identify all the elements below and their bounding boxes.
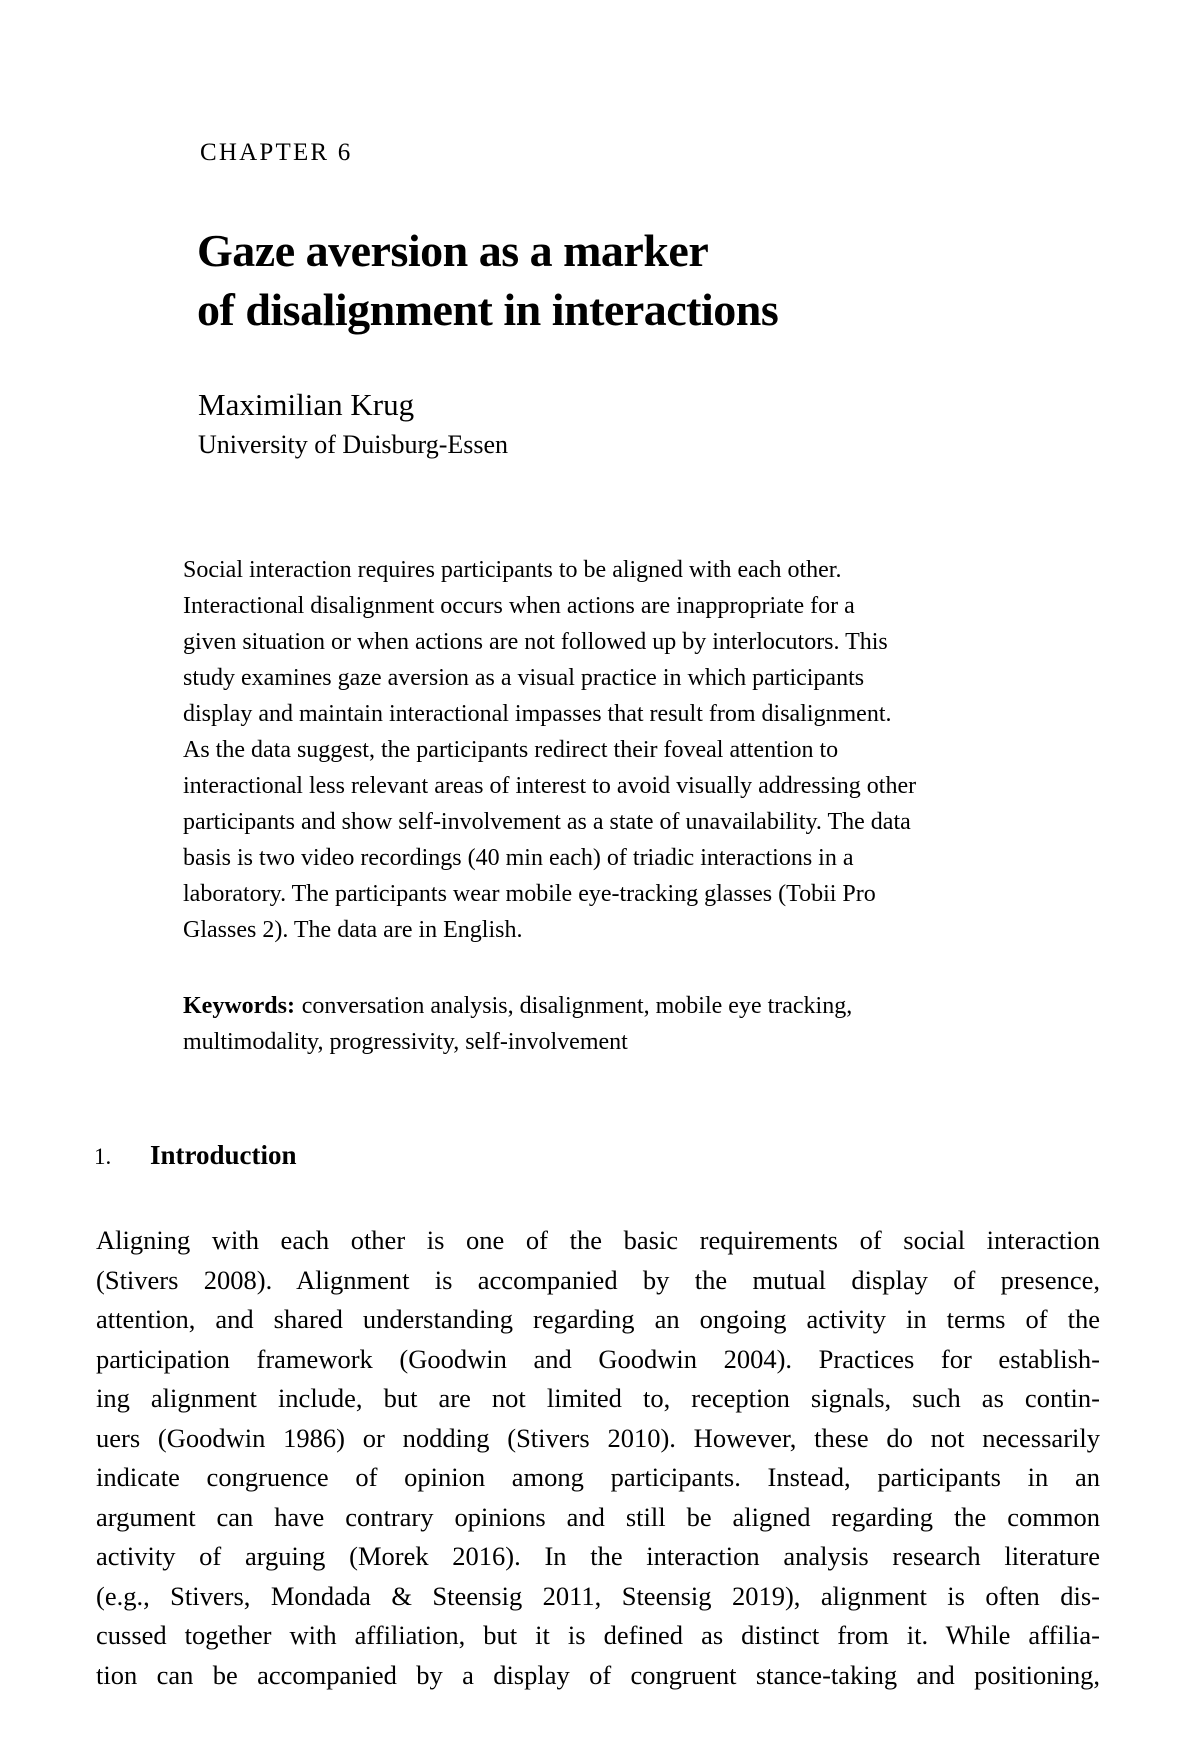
keywords-line-2: multimodality, progressivity, self-involvement [183,1029,628,1055]
paragraph-line: ing alignment include, but are not limited to, reception signals, such as contin- [96,1383,1100,1413]
abstract-line: basis is two video recordings (40 min each) of triadic interactions in a [183,845,854,871]
abstract-line: As the data suggest, the participants redirect their foveal attention to [183,737,839,763]
abstract-line: display and maintain interactional impasses that result from disalignment. [183,701,892,727]
abstract-line: Interactional disalignment occurs when actions are inappropriate for a [183,593,855,619]
paragraph-line: participation framework (Goodwin and Goodwin 2004). Practices for establish- [96,1343,1100,1374]
chapter-label: CHAPTER 6 [200,139,353,166]
abstract-line: interactional less relevant areas of interest to avoid visually addressing other [183,773,917,799]
abstract-line: participants and show self-involvement as a state of unavailability. The data [183,809,911,835]
keywords-block [183,988,852,1060]
section-title: Introduction [150,1140,297,1170]
paragraph-line: argument can have contrary opinions and still be aligned regarding the common [96,1501,1100,1532]
paragraph-line: cussed together with affiliation, but it is defined as distinct from it. While affilia- [96,1620,1100,1650]
abstract-line: study examines gaze aversion as a visual practice in which participants [183,665,865,691]
chapter-title-line2: of disalignment in interactions [197,284,779,335]
section-heading-introduction [94,1140,297,1171]
abstract-line: Social interaction requires participants to be aligned with each other. [183,557,842,583]
keywords-line-1 [183,988,852,1024]
paragraph-line: indicate congruence of opinion among participants. Instead, participants in an [96,1462,1100,1492]
author-name: Maximilian Krug [198,387,415,422]
paragraph-line: (Stivers 2008). Alignment is accompanied by the mutual display of presence, [96,1264,1100,1295]
abstract-line: laboratory. The participants wear mobile eye-tracking glasses (Tobii Pro [183,881,876,907]
abstract-text [183,552,916,948]
paragraph-line: (e.g., Stivers, Mondada & Steensig 2011, Steensig 2019), alignment is often dis- [96,1580,1100,1611]
chapter-title-line1: Gaze aversion as a marker [197,225,709,276]
paragraph-line: uers (Goodwin 1986) or nodding (Stivers 2010). However, these do not necessarily [96,1422,1100,1453]
paragraph-line: activity of arguing (Morek 2016). In the interaction analysis research literature [96,1541,1100,1571]
section-number: 1. [94,1144,112,1169]
keywords-list-part1: conversation analysis, disalignment, mobile eye tracking, [301,993,853,1019]
paragraph-line: attention, and shared understanding regarding an ongoing activity in terms of the [96,1304,1100,1334]
abstract-line: given situation or when actions are not followed up by interlocutors. This [183,629,888,655]
abstract-line: Glasses 2). The data are in English. [183,917,523,943]
paragraph-line: tion can be accompanied by a display of congruent stance-taking and positioning, [96,1659,1100,1690]
paragraph-line: Aligning with each other is one of the basic requirements of social interaction [96,1225,1100,1255]
introduction-paragraph [96,1221,1100,1695]
chapter-title [197,221,778,339]
keywords-label: Keywords: [183,993,295,1019]
author-affiliation: University of Duisburg-Essen [198,430,509,459]
